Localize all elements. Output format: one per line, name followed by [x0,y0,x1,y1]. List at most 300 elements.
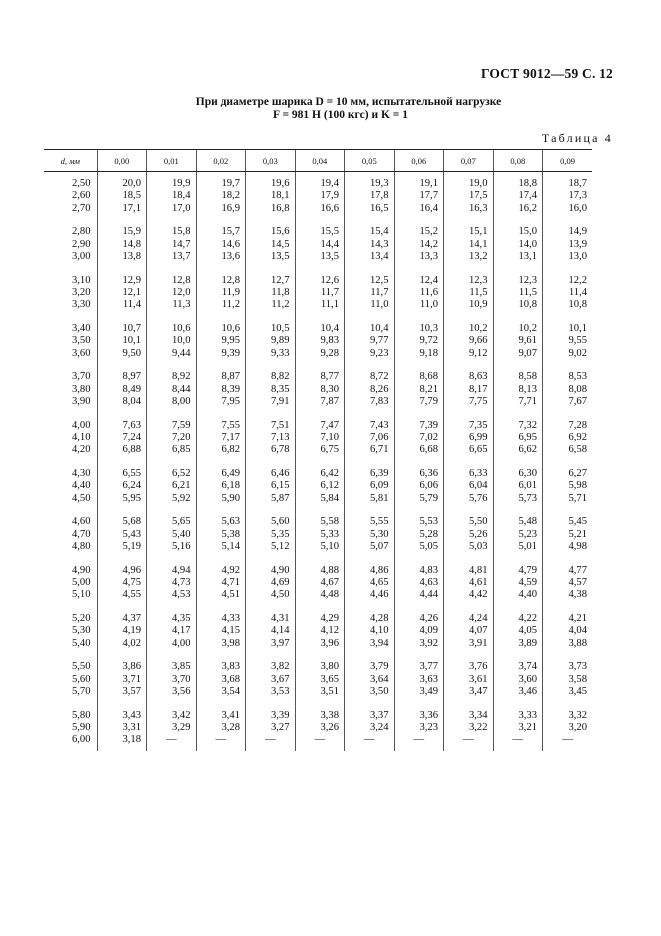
hardness-cell: 10,6 [147,323,197,335]
caption-line-2: F = 981 Н (100 кгс) и K = 1 [273,109,408,121]
table-row [44,420,592,432]
hardness-cell: 3,42 [147,710,197,722]
blank-cell [543,698,593,709]
diameter-cell: 4,50 [71,492,91,504]
table-row [44,734,592,746]
diameter-cell: 3,90 [71,396,91,407]
hardness-cell: 8,87 [196,371,246,383]
hardness-cell: 5,21 [543,529,593,541]
hardness-cell: 3,76 [444,661,494,673]
hardness-cell: 5,05 [394,541,444,553]
hardness-cell: 18,1 [246,190,296,202]
blank-cell [295,650,345,661]
hardness-cell: 8,82 [246,371,296,383]
hardness-cell: 6,49 [196,468,246,480]
hardness-cell: 5,16 [147,541,197,553]
hardness-cell: 7,47 [295,420,345,432]
blank-cell [394,650,444,661]
hardness-cell: 5,03 [444,541,494,553]
column-header: 0,02 [196,150,246,172]
hardness-cell: 15,8 [147,226,197,238]
blank-cell [493,650,543,661]
blank-cell [394,698,444,709]
hardness-cell: 7,55 [196,420,246,432]
hardness-cell: 5,30 [345,529,395,541]
hardness-cell: 3,98 [196,638,246,650]
diameter-cell: 3,60 [71,347,91,359]
hardness-cell: 7,06 [345,432,395,444]
blank-cell [345,747,395,751]
hardness-cell: 12,8 [196,275,246,287]
blank-cell [147,747,197,751]
blank-cell [196,650,246,661]
hardness-cell: 3,94 [345,638,395,650]
blank-cell [543,505,593,516]
hardness-cell: 16,5 [345,203,395,215]
hardness-cell: 9,50 [97,348,147,360]
hardness-cell: 6,62 [493,444,543,456]
hardness-cell: 3,71 [97,674,147,686]
hardness-cell: 4,24 [444,613,494,625]
hardness-cell: 12,8 [147,275,197,287]
blank-cell [345,263,395,274]
hardness-cell: 3,26 [295,722,345,734]
hardness-cell: 10,1 [97,335,147,347]
hardness-cell: 10,9 [444,299,494,311]
blank-cell [493,505,543,516]
hardness-cell: 6,24 [97,480,147,492]
table-row [44,674,592,686]
hardness-cell: 3,21 [493,722,543,734]
hardness-cell: 3,96 [295,638,345,650]
hardness-cell: 15,1 [444,226,494,238]
blank-cell [295,698,345,709]
blank-cell [295,553,345,564]
hardness-cell: 12,0 [147,287,197,299]
hardness-cell: 11,8 [246,287,296,299]
hardness-cell: 3,31 [97,722,147,734]
hardness-cell: 6,95 [493,432,543,444]
hardness-cell: 14,4 [295,239,345,251]
blank-cell [97,747,147,751]
hardness-cell: 3,65 [295,674,345,686]
hardness-cell: 7,83 [345,396,395,408]
diameter-cell: 4,20 [71,444,91,456]
hardness-cell: 3,36 [394,710,444,722]
group-spacer-row [44,263,592,274]
hardness-cell: 4,02 [97,638,147,650]
blank-cell [543,602,593,613]
blank-cell [394,602,444,613]
hardness-cell: 3,58 [543,674,593,686]
hardness-cell: 3,49 [394,686,444,698]
blank-cell [444,263,494,274]
blank-cell [444,360,494,371]
blank-cell [345,408,395,419]
hardness-cell: 6,55 [97,468,147,480]
hardness-cell: 7,10 [295,432,345,444]
hardness-cell: 5,92 [147,493,197,505]
blank-cell [444,505,494,516]
hardness-cell: 6,36 [394,468,444,480]
diameter-cell: 5,90 [71,721,91,733]
hardness-cell: 11,2 [196,299,246,311]
table-row [44,516,592,528]
group-spacer-row [44,360,592,371]
hardness-cell: 6,09 [345,480,395,492]
diameter-cell: 5,80 [71,709,91,721]
table-row [44,625,592,637]
blank-cell [295,457,345,468]
diameter-cell: 4,60 [71,516,91,528]
table-row [44,613,592,625]
hardness-cell: 6,52 [147,468,197,480]
hardness-cell: 13,6 [196,251,246,263]
hardness-cell: 5,40 [147,529,197,541]
blank-cell [246,650,296,661]
hardness-cell: 11,0 [345,299,395,311]
diameter-cell: 5,70 [71,685,91,697]
hardness-cell: — [493,734,543,746]
hardness-cell: 4,15 [196,625,246,637]
hardness-cell: 13,7 [147,251,197,263]
blank-cell [44,505,97,516]
diameter-cell: 2,90 [71,238,91,250]
diameter-cell: 4,90 [71,564,91,576]
hardness-cell: 7,17 [196,432,246,444]
blank-cell [44,215,97,226]
hardness-cell: 13,0 [543,251,593,263]
column-header: 0,00 [97,150,147,172]
hardness-cell: 4,12 [295,625,345,637]
diameter-cell: 4,30 [71,467,91,479]
blank-cell [246,505,296,516]
hardness-cell: 6,46 [246,468,296,480]
blank-cell [246,602,296,613]
hardness-cell: — [295,734,345,746]
hardness-cell: 18,4 [147,190,197,202]
hardness-cell: 5,87 [246,493,296,505]
group-spacer-row [44,553,592,564]
hardness-cell: 5,43 [97,529,147,541]
hardness-cell: 4,83 [394,565,444,577]
hardness-cell: 6,30 [493,468,543,480]
hardness-cell: 4,00 [147,638,197,650]
hardness-cell: 4,79 [493,565,543,577]
hardness-cell: 7,20 [147,432,197,444]
hardness-cell: 4,67 [295,577,345,589]
hardness-cell: 3,24 [345,722,395,734]
blank-cell [196,360,246,371]
blank-cell [147,215,197,226]
blank-cell [246,360,296,371]
hardness-cell: 4,86 [345,565,395,577]
hardness-cell: 14,1 [444,239,494,251]
blank-cell [394,408,444,419]
hardness-cell: 6,15 [246,480,296,492]
hardness-cell: 3,89 [493,638,543,650]
hardness-cell: 4,77 [543,565,593,577]
blank-cell [147,360,197,371]
blank-cell [246,263,296,274]
hardness-cell: 11,4 [97,299,147,311]
hardness-cell: 17,3 [543,190,593,202]
hardness-cell: 5,68 [97,516,147,528]
hardness-cell: 5,33 [295,529,345,541]
hardness-cell: 19,6 [246,178,296,190]
blank-cell [543,553,593,564]
table-row [44,565,592,577]
hardness-cell: 11,1 [295,299,345,311]
blank-cell [196,312,246,323]
column-header-diameter: d, мм [44,150,97,172]
hardness-cell: 3,91 [444,638,494,650]
hardness-cell: 15,4 [345,226,395,238]
blank-cell [44,263,97,274]
hardness-cell: 15,7 [196,226,246,238]
hardness-cell: 3,70 [147,674,197,686]
hardness-cell: 12,5 [345,275,395,287]
hardness-cell: 17,4 [493,190,543,202]
hardness-cell: 9,33 [246,348,296,360]
hardness-cell: 13,5 [295,251,345,263]
hardness-cell: 4,17 [147,625,197,637]
hardness-cell: 14,8 [97,239,147,251]
table-row [44,444,592,456]
hardness-cell: 4,88 [295,565,345,577]
hardness-cell: 9,44 [147,348,197,360]
hardness-cell: — [444,734,494,746]
diameter-cell: 6,00 [71,734,91,746]
blank-cell [493,698,543,709]
blank-cell [345,457,395,468]
hardness-cell: 12,7 [246,275,296,287]
blank-cell [44,650,97,661]
column-header: 0,07 [444,150,494,172]
blank-cell [345,650,395,661]
hardness-cell: 3,60 [493,674,543,686]
bottom-padding-row [44,747,592,751]
hardness-cell: 5,95 [97,493,147,505]
hardness-cell: — [543,734,593,746]
document-header: ГОСТ 9012—59 С. 12 [480,66,613,81]
caption-line-1: При диаметре шарика D = 10 мм, испытательной нагрузке [195,96,502,108]
blank-cell [196,747,246,751]
diameter-cell: 3,30 [71,299,91,311]
blank-cell [493,312,543,323]
hardness-cell: 4,35 [147,613,197,625]
diameter-cell: 2,80 [71,226,91,238]
hardness-cell: 3,88 [543,638,593,650]
hardness-cell: 9,95 [196,335,246,347]
hardness-cell: 9,89 [246,335,296,347]
blank-cell [97,457,147,468]
hardness-cell: 14,6 [196,239,246,251]
table-row [44,722,592,734]
blank-cell [543,263,593,274]
hardness-cell: 10,4 [295,323,345,335]
hardness-cell: 3,46 [493,686,543,698]
hardness-cell: 8,21 [394,384,444,396]
hardness-cell: 3,53 [246,686,296,698]
hardness-cell: 11,5 [493,287,543,299]
hardness-cell: 10,5 [246,323,296,335]
hardness-cell: 13,1 [493,251,543,263]
hardness-cell: 3,79 [345,661,395,673]
hardness-cell: 4,42 [444,589,494,601]
table-row [44,638,592,650]
table-row [44,239,592,251]
blank-cell [444,312,494,323]
blank-cell [44,553,97,564]
hardness-cell: 3,29 [147,722,197,734]
hardness-cell: 11,4 [543,287,593,299]
hardness-cell: 9,66 [444,335,494,347]
hardness-cell: 3,22 [444,722,494,734]
hardness-cell: 14,9 [543,226,593,238]
hardness-cell: 12,4 [394,275,444,287]
blank-cell [543,215,593,226]
hardness-cell: 3,68 [196,674,246,686]
blank-cell [97,602,147,613]
hardness-cell: 3,51 [295,686,345,698]
hardness-cell: 9,77 [345,335,395,347]
blank-cell [295,312,345,323]
hardness-cell: 10,2 [493,323,543,335]
hardness-cell: 3,57 [97,686,147,698]
blank-cell [444,747,494,751]
blank-cell [345,312,395,323]
blank-cell [196,408,246,419]
hardness-cell: 4,81 [444,565,494,577]
hardness-cell: 11,6 [394,287,444,299]
column-header: 0,03 [246,150,296,172]
hardness-cell: 7,75 [444,396,494,408]
hardness-cell: 13,3 [394,251,444,263]
hardness-cell: 8,58 [493,371,543,383]
hardness-cell: 17,9 [295,190,345,202]
hardness-cell: 11,5 [444,287,494,299]
hardness-cell: 4,61 [444,577,494,589]
hardness-cell: 5,76 [444,493,494,505]
blank-cell [493,553,543,564]
table-row [44,203,592,215]
hardness-cell: 9,07 [493,348,543,360]
hardness-cell: 18,5 [97,190,147,202]
blank-cell [493,602,543,613]
blank-cell [97,408,147,419]
group-spacer-row [44,312,592,323]
hardness-cell: 3,83 [196,661,246,673]
hardness-cell: 3,64 [345,674,395,686]
blank-cell [196,263,246,274]
blank-cell [44,312,97,323]
hardness-cell: 4,51 [196,589,246,601]
hardness-cell: 4,75 [97,577,147,589]
blank-cell [345,360,395,371]
hardness-cell: 4,59 [493,577,543,589]
hardness-cell: 12,3 [444,275,494,287]
hardness-cell: 7,67 [543,396,593,408]
hardness-cell: 7,13 [246,432,296,444]
hardness-cell: 3,27 [246,722,296,734]
blank-cell [493,457,543,468]
hardness-cell: 13,2 [444,251,494,263]
blank-cell [295,747,345,751]
hardness-cell: 3,45 [543,686,593,698]
hardness-cell: 8,63 [444,371,494,383]
hardness-cell: 19,0 [444,178,494,190]
blank-cell [147,698,197,709]
hardness-cell: 5,35 [246,529,296,541]
hardness-cell: 3,38 [295,710,345,722]
hardness-cell: 12,3 [493,275,543,287]
diameter-cell: 4,40 [71,480,91,492]
hardness-cell: 12,2 [543,275,593,287]
hardness-cell: 6,01 [493,480,543,492]
hardness-cell: 3,50 [345,686,395,698]
hardness-cell: 6,21 [147,480,197,492]
hardness-cell: 4,50 [246,589,296,601]
table-row [44,178,592,190]
diameter-cell: 3,00 [71,251,91,263]
blank-cell [444,408,494,419]
blank-cell [295,505,345,516]
table-row [44,299,592,311]
hardness-cell: 3,47 [444,686,494,698]
hardness-cell: 9,39 [196,348,246,360]
blank-cell [543,747,593,751]
hardness-cell: 4,69 [246,577,296,589]
table-row [44,396,592,408]
hardness-cell: 4,38 [543,589,593,601]
hardness-cell: 17,0 [147,203,197,215]
hardness-cell: 7,39 [394,420,444,432]
hardness-cell: 4,05 [493,625,543,637]
hardness-cell: 19,7 [196,178,246,190]
hardness-cell: 6,27 [543,468,593,480]
blank-cell [394,553,444,564]
table-row [44,287,592,299]
hardness-cell: 5,60 [246,516,296,528]
hardness-cell: 5,65 [147,516,197,528]
hardness-cell: 11,3 [147,299,197,311]
table-row [44,348,592,360]
group-spacer-row [44,650,592,661]
blank-cell [97,263,147,274]
hardness-cell: 10,7 [97,323,147,335]
hardness-cell: 4,09 [394,625,444,637]
hardness-cell: 4,96 [97,565,147,577]
hardness-cell: 19,9 [147,178,197,190]
blank-cell [147,650,197,661]
hardness-cell: 7,32 [493,420,543,432]
blank-cell [345,553,395,564]
table-row [44,661,592,673]
hardness-cell: 8,30 [295,384,345,396]
hardness-cell: 7,51 [246,420,296,432]
hardness-cell: 8,97 [97,371,147,383]
blank-cell [394,747,444,751]
hardness-cell: 6,58 [543,444,593,456]
blank-cell [97,505,147,516]
blank-cell [444,553,494,564]
blank-cell [196,505,246,516]
hardness-cell: 5,01 [493,541,543,553]
table-row [44,190,592,202]
hardness-cell: 4,63 [394,577,444,589]
hardness-cell: 3,77 [394,661,444,673]
